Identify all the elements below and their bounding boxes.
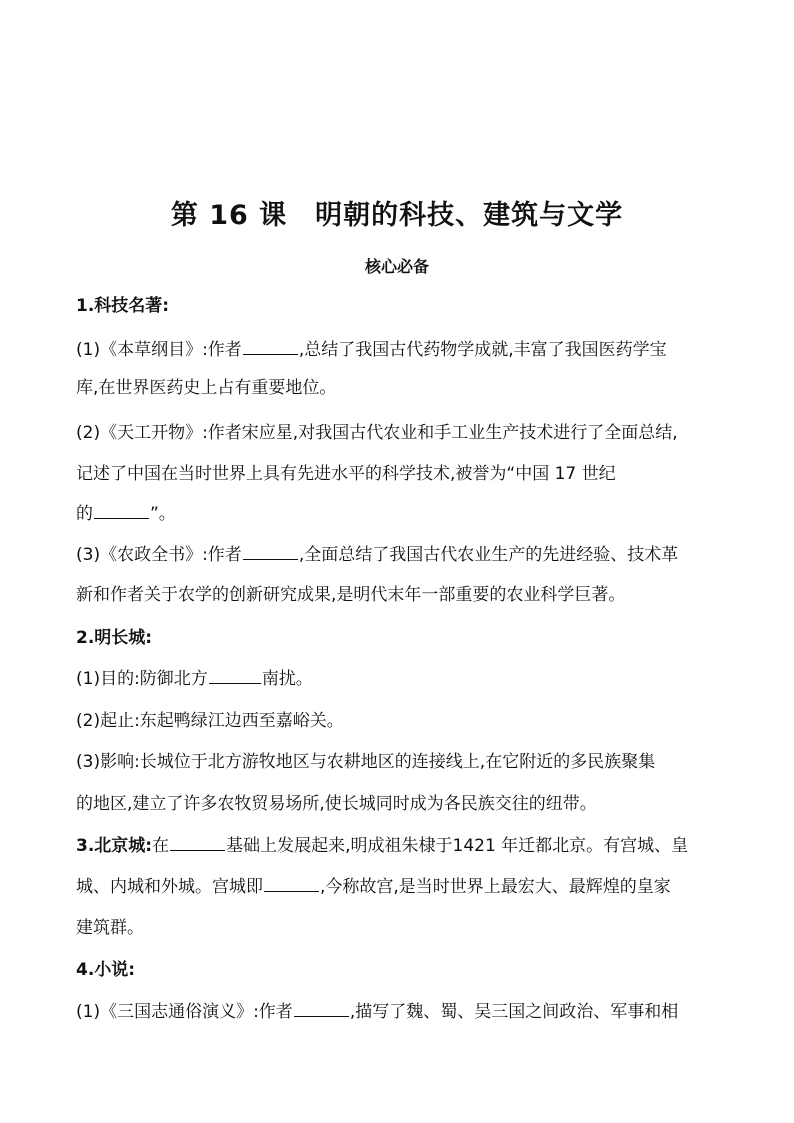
text-line: (2)起止:东起鸭绿江边西至嘉峪关。: [76, 711, 344, 731]
page-title: 第 16 课 明朝的科技、建筑与文学: [170, 200, 624, 231]
text-line: (2)《天工开物》:作者宋应星,对我国古代农业和手工业生产技术进行了全面总结,: [76, 423, 678, 443]
section-heading-beijing: 3.北京城:: [76, 836, 153, 856]
text-segment: (3)《农政全书》:作者: [76, 545, 242, 565]
text-segment: ,描写了魏、蜀、吴三国之间政治、军事和相: [349, 1002, 679, 1022]
text-segment: ”。: [150, 504, 176, 524]
section-subtitle: 核心必备: [364, 257, 429, 276]
fill-blank[interactable]: [94, 503, 149, 519]
text-line: 的地区,建立了许多农牧贸易场所,使长城同时成为各民族交往的纽带。: [76, 794, 597, 814]
text-segment: 南扰。: [261, 669, 313, 689]
text-segment: 城、内城和外城。宫城即: [76, 877, 263, 897]
text-line: [76, 834, 736, 858]
text-line: 记述了中国在当时世界上具有先进水平的科学技术,被誉为“中国 17 世纪: [76, 464, 616, 484]
text-line: 建筑群。: [76, 918, 144, 938]
fill-blank[interactable]: [264, 876, 319, 892]
text-line: 库,在世界医药史上占有重要地位。: [76, 378, 337, 398]
text-segment: 在: [152, 836, 170, 856]
text-segment: ,今称故宫,是当时世界上最宏大、最辉煌的皇家: [320, 877, 671, 897]
fill-blank[interactable]: [294, 1001, 349, 1017]
text-segment: (1)《本草纲目》:作者: [76, 340, 242, 360]
text-line: [76, 667, 736, 691]
text-segment: 基础上发展起来,明成祖朱棣于1421 年迁都北京。有宫城、皇: [226, 836, 689, 856]
text-segment: 的: [76, 504, 93, 524]
text-line: [76, 875, 736, 899]
fill-blank[interactable]: [209, 668, 261, 684]
text-segment: ,全面总结了我国古代农业生产的先进经验、技术革: [298, 545, 679, 565]
fill-blank[interactable]: [243, 339, 298, 355]
section-heading-novels: 4.小说:: [76, 960, 136, 980]
section-heading-great-wall: 2.明长城:: [76, 628, 153, 648]
text-segment: (1)《三国志通俗演义》:作者: [76, 1002, 293, 1022]
text-line: 新和作者关于农学的创新研究成果,是明代末年一部重要的农业科学巨著。: [76, 585, 626, 605]
text-line: [76, 1000, 736, 1024]
text-segment: (1)目的:防御北方: [76, 669, 208, 689]
text-line: [76, 502, 736, 526]
section-heading-tech: 1.科技名著:: [76, 296, 170, 316]
text-segment: ,总结了我国古代药物学成就,丰富了我国医药学宝: [298, 340, 667, 360]
text-line: [76, 338, 736, 362]
fill-blank[interactable]: [243, 544, 298, 560]
fill-blank[interactable]: [170, 835, 225, 851]
text-line: [76, 543, 736, 567]
text-line: (3)影响:长城位于北方游牧地区与农耕地区的连接线上,在它附近的多民族聚集: [76, 752, 656, 772]
